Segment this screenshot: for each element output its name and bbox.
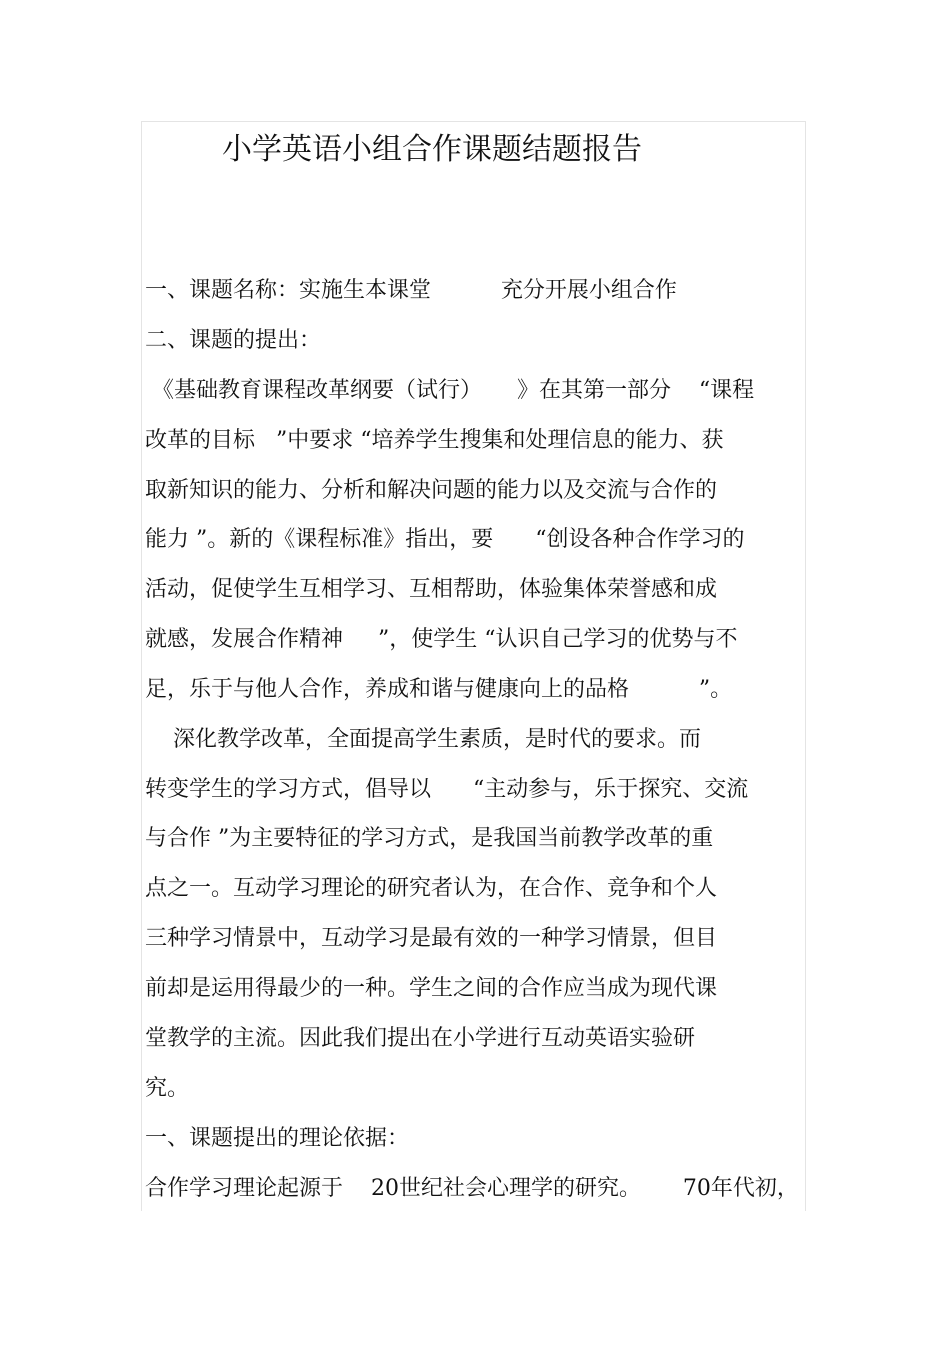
text-line: 二、课题的提出： — [145, 328, 322, 353]
document-title: 小学英语小组合作课题结题报告 — [222, 132, 642, 167]
text-line: 能力 ”。新的《课程标准》指出，要 “创设各种合作学习的 — [145, 527, 745, 552]
text-line: 堂教学的主流。因此我们提出在小学进行互动英语实验研 — [145, 1026, 696, 1051]
text-line: 《基础教育课程改革纲要（试行） 》在其第一部分 “课程 — [145, 378, 755, 403]
text-line: 合作学习理论起源于 20世纪社会心理学的研究。 70年代初， — [145, 1176, 799, 1201]
text-line: 与合作 ”为主要特征的学习方式，是我国当前教学改革的重 — [145, 826, 714, 851]
text-line: 三种学习情景中，互动学习是最有效的一种学习情景，但目 — [145, 926, 718, 951]
text-line: 一、课题名称：实施生本课堂 充分开展小组合作 — [145, 278, 677, 303]
text-line: 活动，促使学生互相学习、互相帮助，体验集体荣誉感和成 — [145, 577, 718, 602]
text-line: 就感，发展合作精神 ”，使学生 “认识自己学习的优势与不 — [145, 627, 738, 652]
text-line: 取新知识的能力、分析和解决问题的能力以及交流与合作的 — [145, 478, 718, 503]
text-line: 一、课题提出的理论依据： — [145, 1126, 410, 1151]
text-line: 点之一。互动学习理论的研究者认为，在合作、竞争和个人 — [145, 876, 718, 901]
text-line: 改革的目标 ”中要求 “培养学生搜集和处理信息的能力、获 — [145, 428, 724, 453]
text-line: 究。 — [145, 1076, 190, 1101]
text-line: 前却是运用得最少的一种。学生之间的合作应当成为现代课 — [145, 976, 718, 1001]
text-line: 深化教学改革，全面提高学生素质，是时代的要求。而 — [145, 727, 701, 752]
text-line: 足，乐于与他人合作，养成和谐与健康向上的品格 ”。 — [145, 677, 733, 702]
text-line: 转变学生的学习方式，倡导以 “主动参与，乐于探究、交流 — [145, 777, 749, 802]
